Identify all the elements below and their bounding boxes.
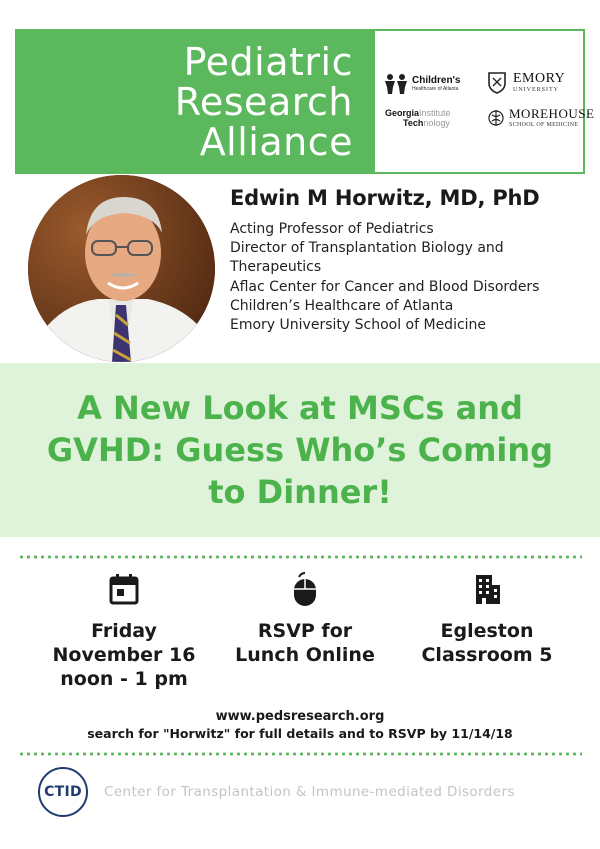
speaker-title-line: Therapeutics <box>230 259 322 276</box>
childrens-name: Children's <box>412 75 461 86</box>
morehouse-sub: SCHOOL OF MEDICINE <box>509 122 579 128</box>
emory-logo <box>487 71 565 95</box>
emory-name: EMORY <box>513 71 566 86</box>
ctid-logo-text: CTID <box>44 784 82 800</box>
speaker-title-line: Children’s Healthcare of Atlanta <box>230 297 454 314</box>
talk-title-band <box>0 363 600 537</box>
morehouse-caduceus-icon <box>487 107 505 129</box>
org-title-line-3: Alliance <box>199 119 353 164</box>
event-rsvp <box>220 572 390 667</box>
talk-title-line-1: A New Look at MSCs and <box>77 389 523 427</box>
gt-line2b: nology <box>423 118 450 128</box>
gt-line1b: Institute <box>419 108 451 118</box>
dotted-divider-bottom <box>18 752 582 756</box>
dotted-divider-top <box>18 555 582 559</box>
website-link[interactable]: www.pedsresearch.org <box>215 709 385 724</box>
building-icon <box>472 573 502 605</box>
calendar-icon <box>109 573 139 605</box>
speaker-bio <box>230 186 590 335</box>
talk-title-line-2: GVHD: Guess Who’s Coming <box>46 431 554 469</box>
rsvp-line-2: Lunch Online <box>235 644 375 666</box>
morehouse-logo <box>487 107 594 129</box>
header-banner <box>15 29 595 174</box>
ctid-full-name: Center for Transplantation & Immune-mediated Disorders <box>104 784 515 800</box>
childrens-figures-icon <box>383 73 409 95</box>
rsvp-info <box>0 708 600 742</box>
org-title-line-2: Research <box>174 79 353 124</box>
childrens-sub: Healthcare of Atlanta <box>412 86 459 92</box>
ctid-logo <box>38 767 88 817</box>
date-month-day: November 16 <box>52 644 196 666</box>
gt-line2: Tech <box>403 118 424 128</box>
emory-sub: UNIVERSITY <box>513 87 559 93</box>
location-line-2: Classroom 5 <box>421 644 553 666</box>
speaker-title-line: Director of Transplantation Biology and <box>230 240 504 257</box>
event-date <box>39 572 209 691</box>
speaker-title-line: Aflac Center for Cancer and Blood Disorders <box>230 278 540 295</box>
speaker-title-line: Emory University School of Medicine <box>230 317 487 334</box>
org-title-line-1: Pediatric <box>183 39 353 84</box>
location-line-1: Egleston <box>440 620 534 642</box>
speaker-title-line: Acting Professor of Pediatrics <box>230 221 434 237</box>
event-location <box>402 572 572 667</box>
childrens-logo <box>383 73 461 95</box>
date-time: noon - 1 pm <box>60 668 188 690</box>
talk-title-line-3: to Dinner! <box>208 473 392 511</box>
morehouse-name: MOREHOUSE <box>509 106 595 121</box>
speaker-portrait-image <box>28 175 215 362</box>
emory-shield-icon <box>487 71 507 95</box>
footer <box>38 767 515 817</box>
speaker-photo <box>28 175 215 362</box>
georgia-tech-logo <box>385 109 451 128</box>
computer-mouse-icon <box>291 571 319 607</box>
speaker-name: Edwin M Horwitz, MD, PhD <box>230 186 540 210</box>
search-instructions: search for "Horwitz" for full details and to RSVP by 11/14/18 <box>87 726 513 741</box>
talk-title <box>20 387 580 513</box>
date-day: Friday <box>91 620 157 642</box>
gt-line1: Georgia <box>385 108 420 118</box>
rsvp-line-1: RSVP for <box>257 620 353 642</box>
partner-logos <box>375 31 595 172</box>
org-title <box>17 31 375 172</box>
